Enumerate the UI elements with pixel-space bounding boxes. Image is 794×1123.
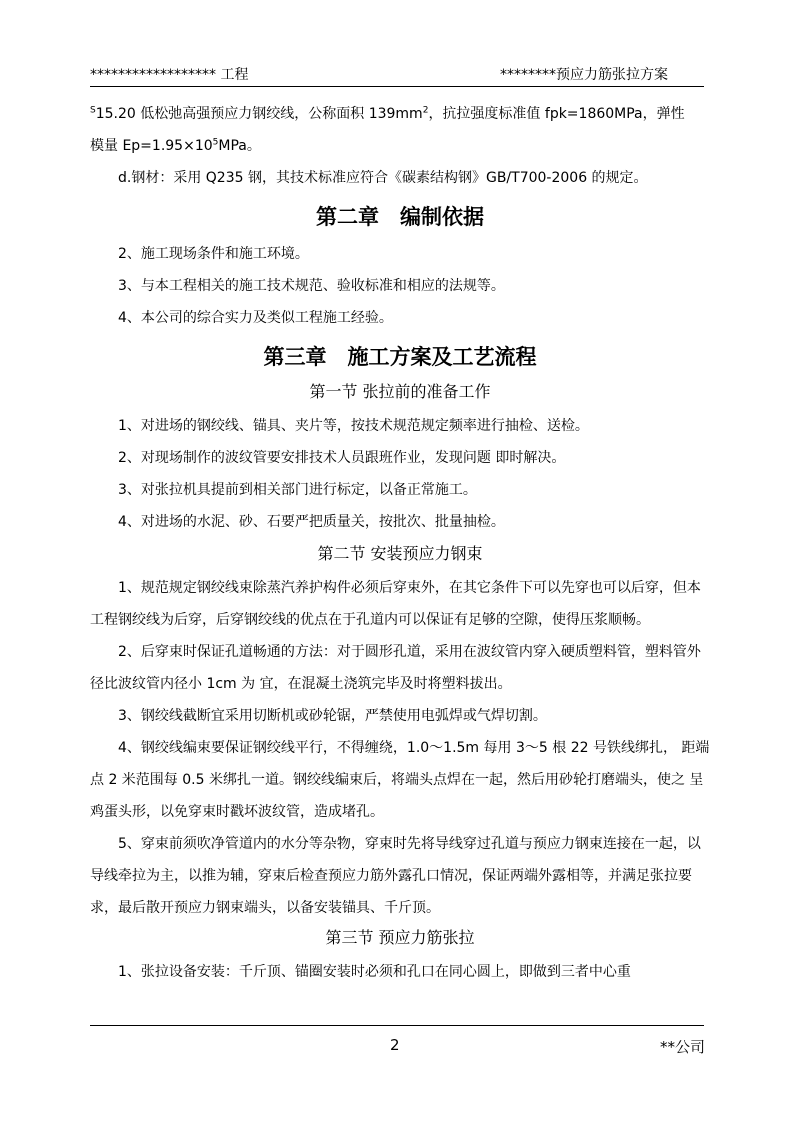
- list-item: 3、钢绞线截断宜采用切断机或砂轮锯，严禁使用电弧焊或气焊切割。: [118, 708, 547, 724]
- list-item: 4、本公司的综合实力及类似工程施工经验。: [118, 310, 393, 326]
- list-item: 1、张拉设备安装：千斤顶、锚圈安装时必须和孔口在同心圆上，即做到三者中心重: [118, 964, 631, 980]
- list-item: 5、穿束前须吹净管道内的水分等杂物，穿束时先将导线穿过孔道与预应力钢束连接在一起，以导线牵拉为主，以推为辅，穿束后检查预应力筋外露孔口情况，保证两端外露相等，并满足张拉要求，最后散开预应力钢束端头，以备安装锚具、千斤顶。: [90, 836, 701, 916]
- chapter-2-title: 第二章 编制依据: [316, 205, 484, 229]
- footer-company: **公司: [660, 1038, 706, 1056]
- list-item: 4、钢绞线编束要保证钢绞线平行，不得缠绕，1.0～1.5m 每用 3～5 根 22 号铁线绑扎， 距端点 2 米范围每 0.5 米绑扎一道。钢绞线编束后，将端头点焊在一起，然后用砂轮打磨端头，使之 呈鸡蛋头形，以免穿束时戳坏波纹管，造成堵孔。: [90, 740, 710, 820]
- list-item: 2、施工现场条件和施工环境。: [118, 246, 309, 262]
- header-document-title: ********预应力筋张拉方案: [500, 67, 668, 83]
- strand-spec-line-1: $^S$15.20 低松弛高强预应力钢绞线，公称面积 $139mm^2$，抗拉强度标准值 fpk=1860MPa，弹性: [90, 105, 685, 122]
- list-item: 2、对现场制作的波纹管要安排技术人员跟班作业，发现问题 即时解决。: [118, 450, 566, 466]
- list-item: 2、后穿束时保证孔道畅通的方法：对于圆形孔道，采用在波纹管内穿入硬质塑料管，塑料管外径比波纹管内径小 1cm 为 宜，在混凝土浇筑完毕及时将塑料拔出。: [90, 644, 701, 692]
- steel-spec: d.钢材：采用 Q235 钢，其技术标准应符合《碳素结构钢》GB/T700-2006 的规定。: [118, 170, 648, 186]
- list-item: 1、规范规定钢绞线束除蒸汽养护构件必须后穿束外，在其它条件下可以先穿也可以后穿，但本工程钢绞线为后穿，后穿钢绞线的优点在于孔道内可以保证有足够的空隙，使得压浆顺畅。: [90, 580, 701, 628]
- chapter-3-title: 第三章 施工方案及工艺流程: [263, 345, 537, 369]
- page-header: [90, 62, 704, 87]
- strand-spec-line-2: 模量 $Ep=1.95\times 10^5MPa$。: [90, 137, 261, 154]
- section-3-title: 第三节 预应力筋张拉: [325, 928, 475, 947]
- list-item: 3、对张拉机具提前到相关部门进行标定，以备正常施工。: [118, 482, 477, 498]
- footer-divider: [90, 1025, 704, 1026]
- list-item: 4、对进场的水泥、砂、石要严把质量关，按批次、批量抽检。: [118, 514, 505, 530]
- section-1-title: 第一节 张拉前的准备工作: [309, 382, 491, 401]
- list-item: 3、与本工程相关的施工技术规范、验收标准和相应的法规等。: [118, 278, 505, 294]
- page-body: [90, 98, 710, 988]
- list-item: 1、对进场的钢绞线、锚具、夹片等，按技术规范规定频率进行抽检、送检。: [118, 418, 589, 434]
- page-number: 2: [390, 1036, 400, 1054]
- section-2-title: 第二节 安装预应力钢束: [317, 544, 483, 563]
- header-project-name: ****************** 工程: [90, 67, 249, 83]
